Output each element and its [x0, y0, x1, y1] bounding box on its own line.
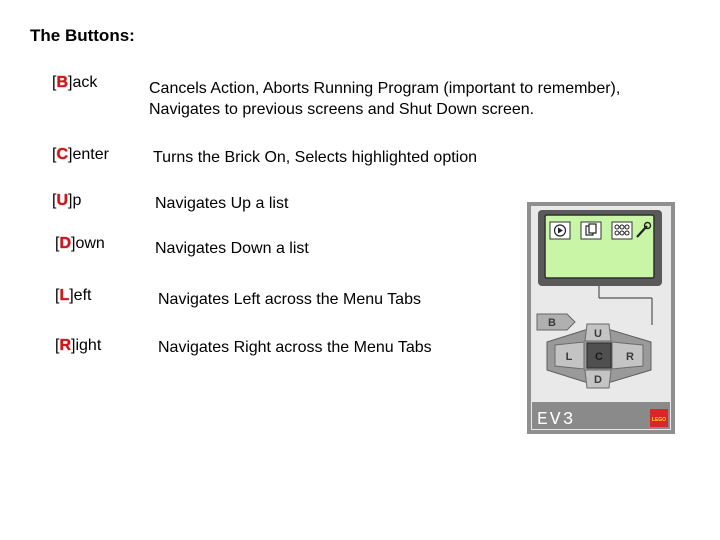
lego-logo-text: LEGO [651, 417, 667, 423]
key-label-up: [U]p [52, 192, 82, 209]
key-label-right: [R]ight [55, 337, 102, 354]
key-description-down: Navigates Down a list [155, 240, 309, 257]
key-label-center: [C]enter [52, 146, 109, 163]
key-letter: B [56, 74, 69, 91]
key-description-center: Turns the Brick On, Selects highlighted option [153, 149, 478, 166]
key-letter: C [56, 146, 69, 163]
center-button-label: C [595, 351, 603, 363]
ev3-brick-illustration [527, 202, 675, 434]
key-description-back: Cancels Action, Aborts Running Program (important to remember), Navigates to previous screens and Shut Down screen. [149, 80, 621, 118]
key-label-back: [B]ack [52, 74, 98, 91]
ev3-brand-label: EV3 [537, 410, 576, 430]
key-letter: R [59, 337, 72, 354]
up-button-label: U [594, 328, 602, 340]
right-button-label: R [626, 351, 634, 363]
key-label-left: [L]eft [55, 287, 92, 304]
key-letter: D [59, 235, 72, 252]
key-description-right: Navigates Right across the Menu Tabs [158, 339, 432, 356]
down-button-label: D [594, 374, 602, 386]
page-title: The Buttons: [30, 26, 135, 45]
key-description-left: Navigates Left across the Menu Tabs [158, 291, 421, 308]
left-button-label: L [565, 351, 573, 363]
back-button[interactable] [537, 314, 575, 330]
back-button-label: B [548, 317, 556, 329]
key-letter: U [56, 192, 69, 209]
key-label-down: [D]own [55, 235, 105, 252]
key-letter: L [59, 287, 70, 304]
key-description-up: Navigates Up a list [155, 195, 289, 212]
